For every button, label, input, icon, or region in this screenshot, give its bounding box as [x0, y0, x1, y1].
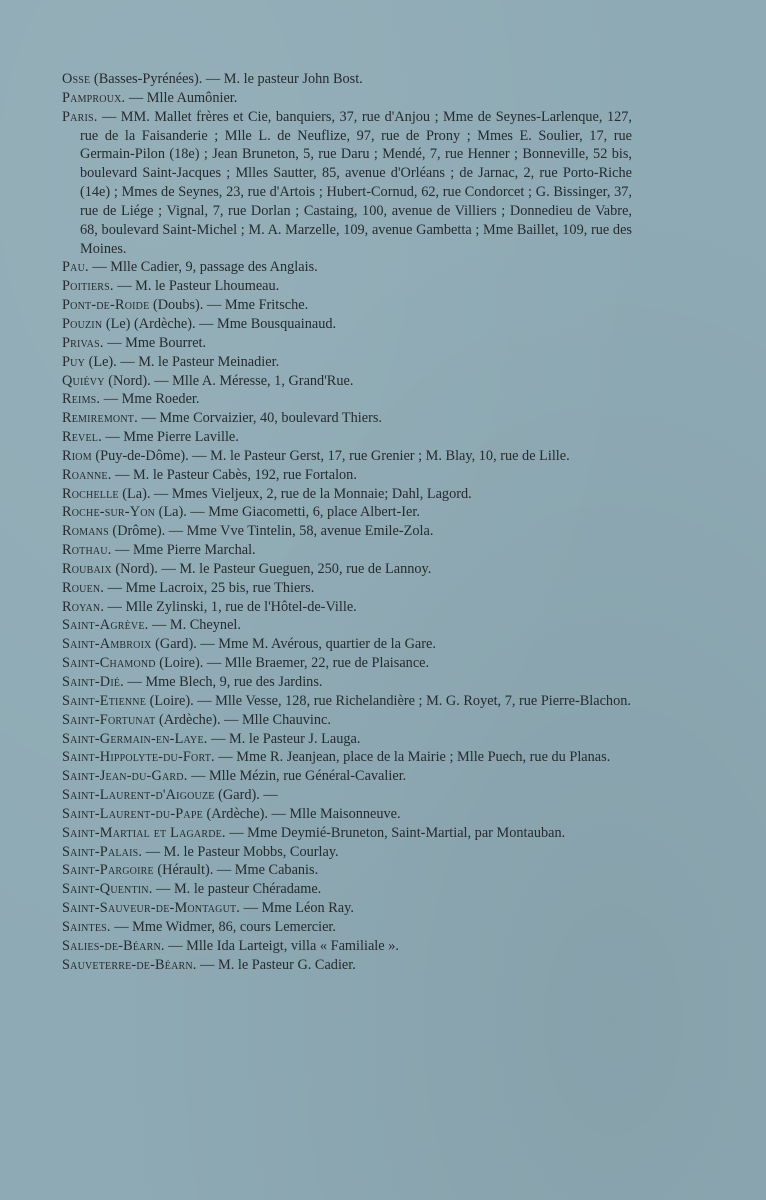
entry-text: — M. le Pasteur J. Lauga.	[207, 730, 361, 747]
place-name: Saint-Ambroix	[62, 636, 152, 653]
entry-paris	[62, 108, 632, 259]
place-name: Saint-Sauveur-de-Montagut.	[62, 900, 241, 917]
entry-saint-ambroix	[62, 635, 632, 654]
place-name: Saint-Hippolyte-du-Fort.	[62, 749, 215, 766]
entry-text: (Puy-de-Dôme). — M. le Pasteur Gerst, 17, rue Grenier ; M. Blay, 10, rue de Lille.	[91, 447, 570, 464]
entry-text: (Loire). — Mlle Vesse, 128, rue Richelandière ; M. G. Royet, 7, rue Pierre-Blachon.	[146, 692, 631, 709]
entry-pont-de-roide	[62, 296, 632, 315]
place-name: Saint-Etienne	[62, 692, 147, 709]
entry-reims	[62, 390, 632, 409]
entry-saint-agreve	[62, 616, 632, 635]
entry-saint-palais	[62, 843, 632, 862]
entry-quievy	[62, 372, 632, 391]
entry-text: (Gard). —	[214, 787, 278, 804]
entry-text: (Drôme). — Mme Vve Tintelin, 58, avenue Emile-Zola.	[108, 523, 434, 540]
place-name: Reims.	[62, 391, 101, 408]
place-name: Roche-sur-Yon	[62, 504, 156, 521]
place-name: Saint-Jean-du-Gard.	[62, 768, 188, 785]
place-name: Saint-Palais.	[62, 843, 143, 860]
place-name: Saint-Martial et Lagarde.	[62, 824, 226, 841]
entry-saint-quentin	[62, 880, 632, 899]
entry-puy	[62, 353, 632, 372]
place-name: Paris.	[62, 108, 98, 125]
entry-text: — M. le Pasteur Cabès, 192, rue Fortalon.	[111, 466, 357, 483]
entry-riom	[62, 447, 632, 466]
place-name: Salies-de-Béarn.	[62, 937, 165, 954]
entry-royan	[62, 598, 632, 617]
entry-saint-hippolyte-du-fort	[62, 748, 632, 767]
entry-saint-martial-et-lagarde	[62, 824, 632, 843]
place-name: Quiévy	[62, 372, 105, 389]
entry-text: — Mme Bourret.	[103, 334, 207, 351]
place-name: Rouen.	[62, 579, 105, 596]
entry-text: — Mlle Mézin, rue Général-Cavalier.	[187, 768, 407, 785]
entry-text: — Mme Deymié-Bruneton, Saint-Martial, par Montauban.	[225, 824, 566, 841]
place-name: Saint-Dié.	[62, 674, 124, 690]
address-list	[62, 70, 632, 975]
entry-rothau	[62, 541, 632, 560]
entry-text: — Mlle Cadier, 9, passage des Anglais.	[88, 259, 318, 276]
entry-text: — Mme Léon Ray.	[240, 900, 354, 917]
entry-text: (Nord). — M. le Pasteur Gueguen, 250, rue de Lannoy.	[111, 560, 432, 577]
entry-text: — M. le Pasteur G. Cadier.	[196, 956, 356, 973]
entry-saint-sauveur-de-montagut	[62, 899, 632, 918]
entry-text: — Mme Corvaizier, 40, boulevard Thiers.	[137, 410, 383, 427]
entry-saint-fortunat	[62, 711, 632, 730]
place-name: Pau.	[62, 259, 89, 276]
place-name: Privas.	[62, 334, 104, 351]
entry-text: — M. le pasteur Chéradame.	[152, 881, 322, 898]
entry-saint-pargoire	[62, 861, 632, 880]
entry-text: — Mlle Zylinski, 1, rue de l'Hôtel-de-Ville.	[104, 598, 357, 615]
entry-osse	[62, 70, 632, 89]
entry-text: — Mme Lacroix, 25 bis, rue Thiers.	[104, 579, 315, 596]
entry-text: (La). — Mme Giacometti, 6, place Albert-Ier.	[155, 504, 420, 521]
place-name: Pouzin	[62, 315, 103, 332]
entry-text: (Basses-Pyrénées). — M. le pasteur John Bost.	[90, 71, 363, 87]
entry-saint-jean-du-gard	[62, 767, 632, 786]
entry-salies-de-bearn	[62, 937, 632, 956]
place-name: Royan.	[62, 598, 105, 615]
entry-poitiers	[62, 277, 632, 296]
entry-saint-laurent-d-aigouze	[62, 786, 632, 805]
entry-revel	[62, 428, 632, 447]
entry-pau	[62, 258, 632, 277]
place-name: Poitiers.	[62, 278, 114, 295]
entry-sauveterre-de-bearn	[62, 956, 632, 975]
entry-text: (Hérault). — Mme Cabanis.	[153, 862, 319, 879]
entry-text: (Le). — M. le Pasteur Meinadier.	[85, 353, 280, 370]
entry-saintes	[62, 918, 632, 937]
place-name: Saint-Fortunat	[62, 711, 156, 728]
place-name: Saint-Chamond	[62, 655, 156, 672]
entry-text: — Mme Pierre Laville.	[101, 429, 239, 446]
place-name: Osse	[62, 71, 91, 87]
entry-saint-etienne	[62, 692, 632, 711]
place-name: Rothau.	[62, 542, 112, 559]
place-name: Saint-Pargoire	[62, 862, 154, 879]
place-name: Saint-Germain-en-Laye.	[62, 730, 208, 747]
entry-romans	[62, 522, 632, 541]
entry-text: (Gard). — Mme M. Avérous, quartier de la Gare.	[151, 636, 436, 653]
entry-saint-laurent-du-pape	[62, 805, 632, 824]
entry-pouzin	[62, 315, 632, 334]
entry-text: — Mme R. Jeanjean, place de la Mairie ; Mlle Puech, rue du Planas.	[214, 749, 611, 766]
entry-text: (Ardèche). — Mlle Chauvinc.	[155, 711, 331, 728]
entry-text: — M. Cheynel.	[148, 617, 241, 634]
place-name: Revel.	[62, 429, 102, 446]
place-name: Saintes.	[62, 918, 111, 935]
place-name: Pamproux.	[62, 89, 126, 106]
entry-text: — Mlle Ida Larteigt, villa « Familiale ».	[164, 937, 399, 954]
entry-text: — Mme Widmer, 86, cours Lemercier.	[110, 918, 336, 935]
place-name: Riom	[62, 447, 92, 464]
entry-rouen	[62, 579, 632, 598]
place-name: Saint-Laurent-d'Aigouze	[62, 787, 215, 804]
entry-pamproux	[62, 89, 632, 108]
place-name: Puy	[62, 353, 85, 370]
place-name: Remiremont.	[62, 410, 138, 427]
entry-text: — M. le Pasteur Lhoumeau.	[113, 278, 280, 295]
place-name: Saint-Agrève.	[62, 617, 149, 634]
place-name: Romans	[62, 523, 109, 540]
entry-text: (Le) (Ardèche). — Mme Bousquainaud.	[102, 315, 337, 332]
entry-text: — MM. Mallet frères et Cie, banquiers, 37, rue d'Anjou ; Mme de Seynes-Larlenque, 127, rue de la Faisanderie ; Mlle L. de Neuflize, 97, rue de Prony ; Mmes E. Soulier, 17, rue Germain-Pilon (18e) ; Jean Bruneton, 5, rue Daru ; Mendé, 7, rue Henner ; Bonneville, 52 bis, boulevard Saint-Jacques ; Mlles Sautter, 85, avenue d'Orléans ; de Jarnac, 2, rue Porto-Riche (14e) ; Mmes de Seynes, 23, rue d'Artois ; Hubert-Cornud, 62, rue Condorcet ; G. Bissinger, 37, rue de Liége ; Vignal, 7, rue Dorlan ; Castaing, 100, avenue de Villiers ; Donnedieu de Vabre, 68, boulevard Saint-Michel ; M. A. Marzelle, 109, avenue Gambetta ; Mme Baillet, 109, rue des Moines.	[80, 108, 632, 257]
place-name: Saint-Quentin.	[62, 881, 153, 898]
entry-remiremont	[62, 409, 632, 428]
place-name: Saint-Laurent-du-Pape	[62, 805, 203, 822]
entry-saint-germain-en-laye	[62, 730, 632, 749]
entry-text: — Mlle Aumônier.	[125, 89, 238, 106]
entry-privas	[62, 334, 632, 353]
entry-roubaix	[62, 560, 632, 579]
place-name: Pont-de-Roide	[62, 297, 150, 314]
entry-roche-sur-yon	[62, 503, 632, 522]
entry-text: (Loire). — Mlle Braemer, 22, rue de Plaisance.	[155, 655, 430, 672]
place-name: Roubaix	[62, 560, 112, 577]
entry-roanne	[62, 466, 632, 485]
entry-text: — Mme Blech, 9, rue des Jardins.	[123, 674, 323, 690]
entry-saint-die	[62, 673, 632, 692]
place-name: Roanne.	[62, 466, 112, 483]
entry-text: (Ardèche). — Mlle Maisonneuve.	[202, 805, 401, 822]
entry-text: (La). — Mmes Vieljeux, 2, rue de la Monnaie; Dahl, Lagord.	[118, 485, 472, 502]
place-name: Rochelle	[62, 485, 119, 502]
entry-text: (Nord). — Mlle A. Méresse, 1, Grand'Rue.	[104, 372, 354, 389]
entry-text: — Mme Pierre Marchal.	[111, 542, 256, 559]
entry-text: — M. le Pasteur Mobbs, Courlay.	[142, 843, 339, 860]
entry-text: (Doubs). — Mme Fritsche.	[149, 297, 309, 314]
place-name: Sauveterre-de-Béarn.	[62, 956, 197, 973]
entry-text: — Mme Roeder.	[100, 391, 200, 408]
entry-saint-chamond	[62, 654, 632, 673]
entry-rochelle	[62, 485, 632, 504]
